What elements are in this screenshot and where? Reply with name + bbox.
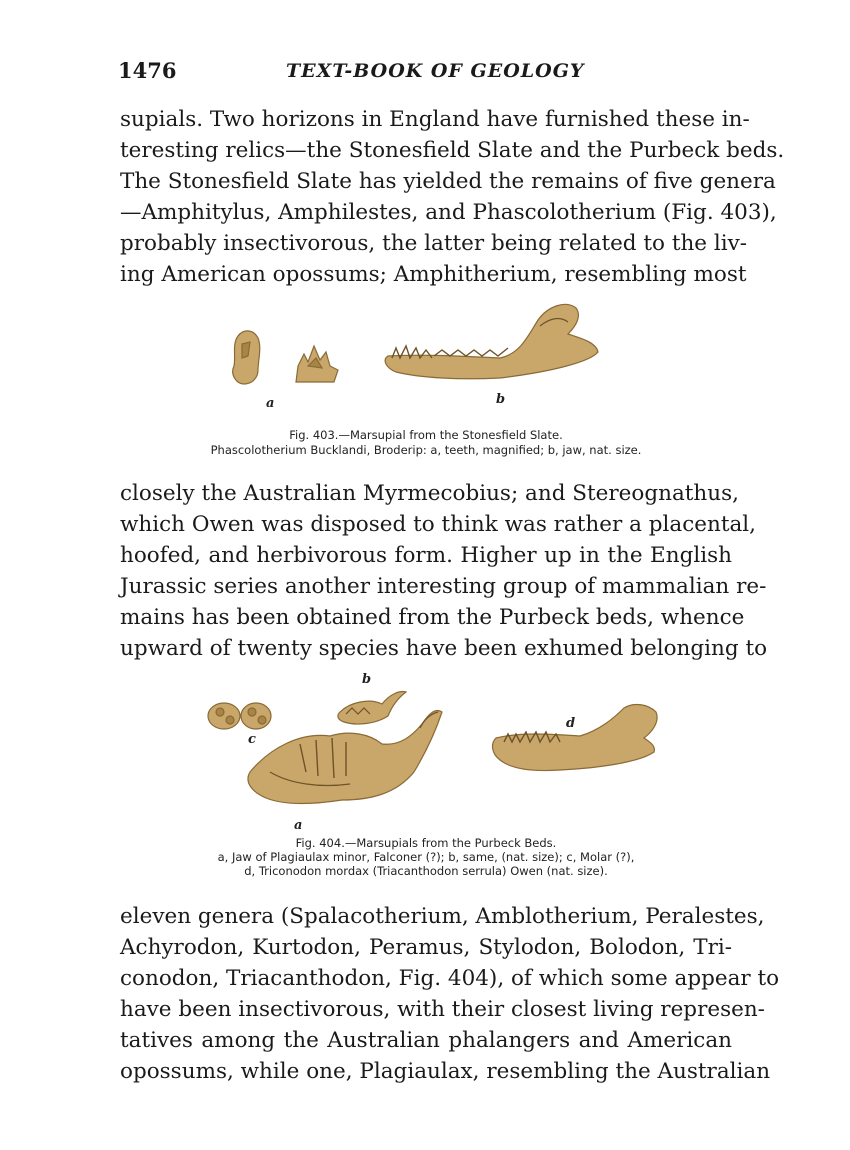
- text-line: The Stonesfield Slate has yielded the remains of five genera: [120, 169, 776, 194]
- text-line: which Owen was disposed to think was rather a placental,: [120, 512, 756, 537]
- text-line: —Amphitylus, Amphilestes, and Phascolotherium (Fig. 403),: [120, 200, 777, 225]
- figure-404-caption-line-2: a, Jaw of Plagiaulax minor, Falconer (?); b, same, (nat. size); c, Molar (?),: [217, 850, 635, 864]
- text-line: opossums, while one, Plagiaulax, resembling the Australian: [120, 1059, 771, 1084]
- text-line: ing American opossums; Amphitherium, resembling most: [120, 262, 747, 287]
- figure-404-label-a: a: [294, 818, 303, 833]
- figure-404-caption-title: Fig. 404.—Marsupials from the Purbeck Beds.: [295, 836, 557, 850]
- text-line: eleven genera (Spalacotherium, Amblotherium, Peralestes,: [120, 904, 765, 929]
- figure-403-label-a: a: [266, 396, 275, 411]
- text-line: hoofed, and herbivorous form. Higher up in the English: [120, 543, 732, 568]
- figure-404-illustration: [120, 672, 732, 822]
- figure-404-label-b: b: [362, 672, 372, 687]
- figure-403-caption-body: Phascolotherium Bucklandi, Broderip: a, teeth, magnified; b, jaw, nat. size.: [210, 443, 642, 457]
- text-line: upward of twenty species have been exhumed belonging to: [120, 636, 768, 661]
- figure-403: [120, 296, 732, 462]
- figure-404-label-d: d: [566, 716, 576, 731]
- text-line: probably insectivorous, the latter being related to the liv-: [120, 231, 748, 256]
- figure-403-illustration: [120, 296, 732, 416]
- page-header: [118, 58, 738, 88]
- paragraph-1: [120, 104, 785, 290]
- paragraph-2: [120, 478, 768, 664]
- text-line: Jurassic series another interesting group of mammalian re-: [120, 574, 767, 599]
- figure-404-caption-line-3: d, Triconodon mordax (Triacanthodon serrula) Owen (nat. size).: [244, 864, 608, 878]
- text-line: teresting relics—the Stonesfield Slate and the Purbeck beds.: [120, 138, 785, 163]
- figure-404: [120, 672, 732, 884]
- paragraph-3: [120, 901, 780, 1087]
- text-line: have been insectivorous, with their closest living represen-: [120, 997, 765, 1022]
- text-line: mains has been obtained from the Purbeck beds, whence: [120, 605, 745, 630]
- page-number: 1476: [118, 58, 177, 83]
- text-line: conodon, Triacanthodon, Fig. 404), of which some appear to: [120, 966, 780, 991]
- figure-404-label-c: c: [248, 732, 256, 747]
- figure-403-label-b: b: [496, 392, 506, 407]
- text-line: Achyrodon, Kurtodon, Peramus, Stylodon, Bolodon, Tri-: [120, 935, 732, 960]
- text-line: closely the Australian Myrmecobius; and Stereognathus,: [120, 481, 739, 506]
- text-line: tatives among the Australian phalangers and American: [120, 1028, 732, 1053]
- text-line: supials. Two horizons in England have furnished these in-: [120, 107, 750, 132]
- figure-403-caption-title: Fig. 403.—Marsupial from the Stonesfield Slate.: [289, 428, 563, 442]
- running-title: TEXT-BOOK OF GEOLOGY: [286, 60, 585, 82]
